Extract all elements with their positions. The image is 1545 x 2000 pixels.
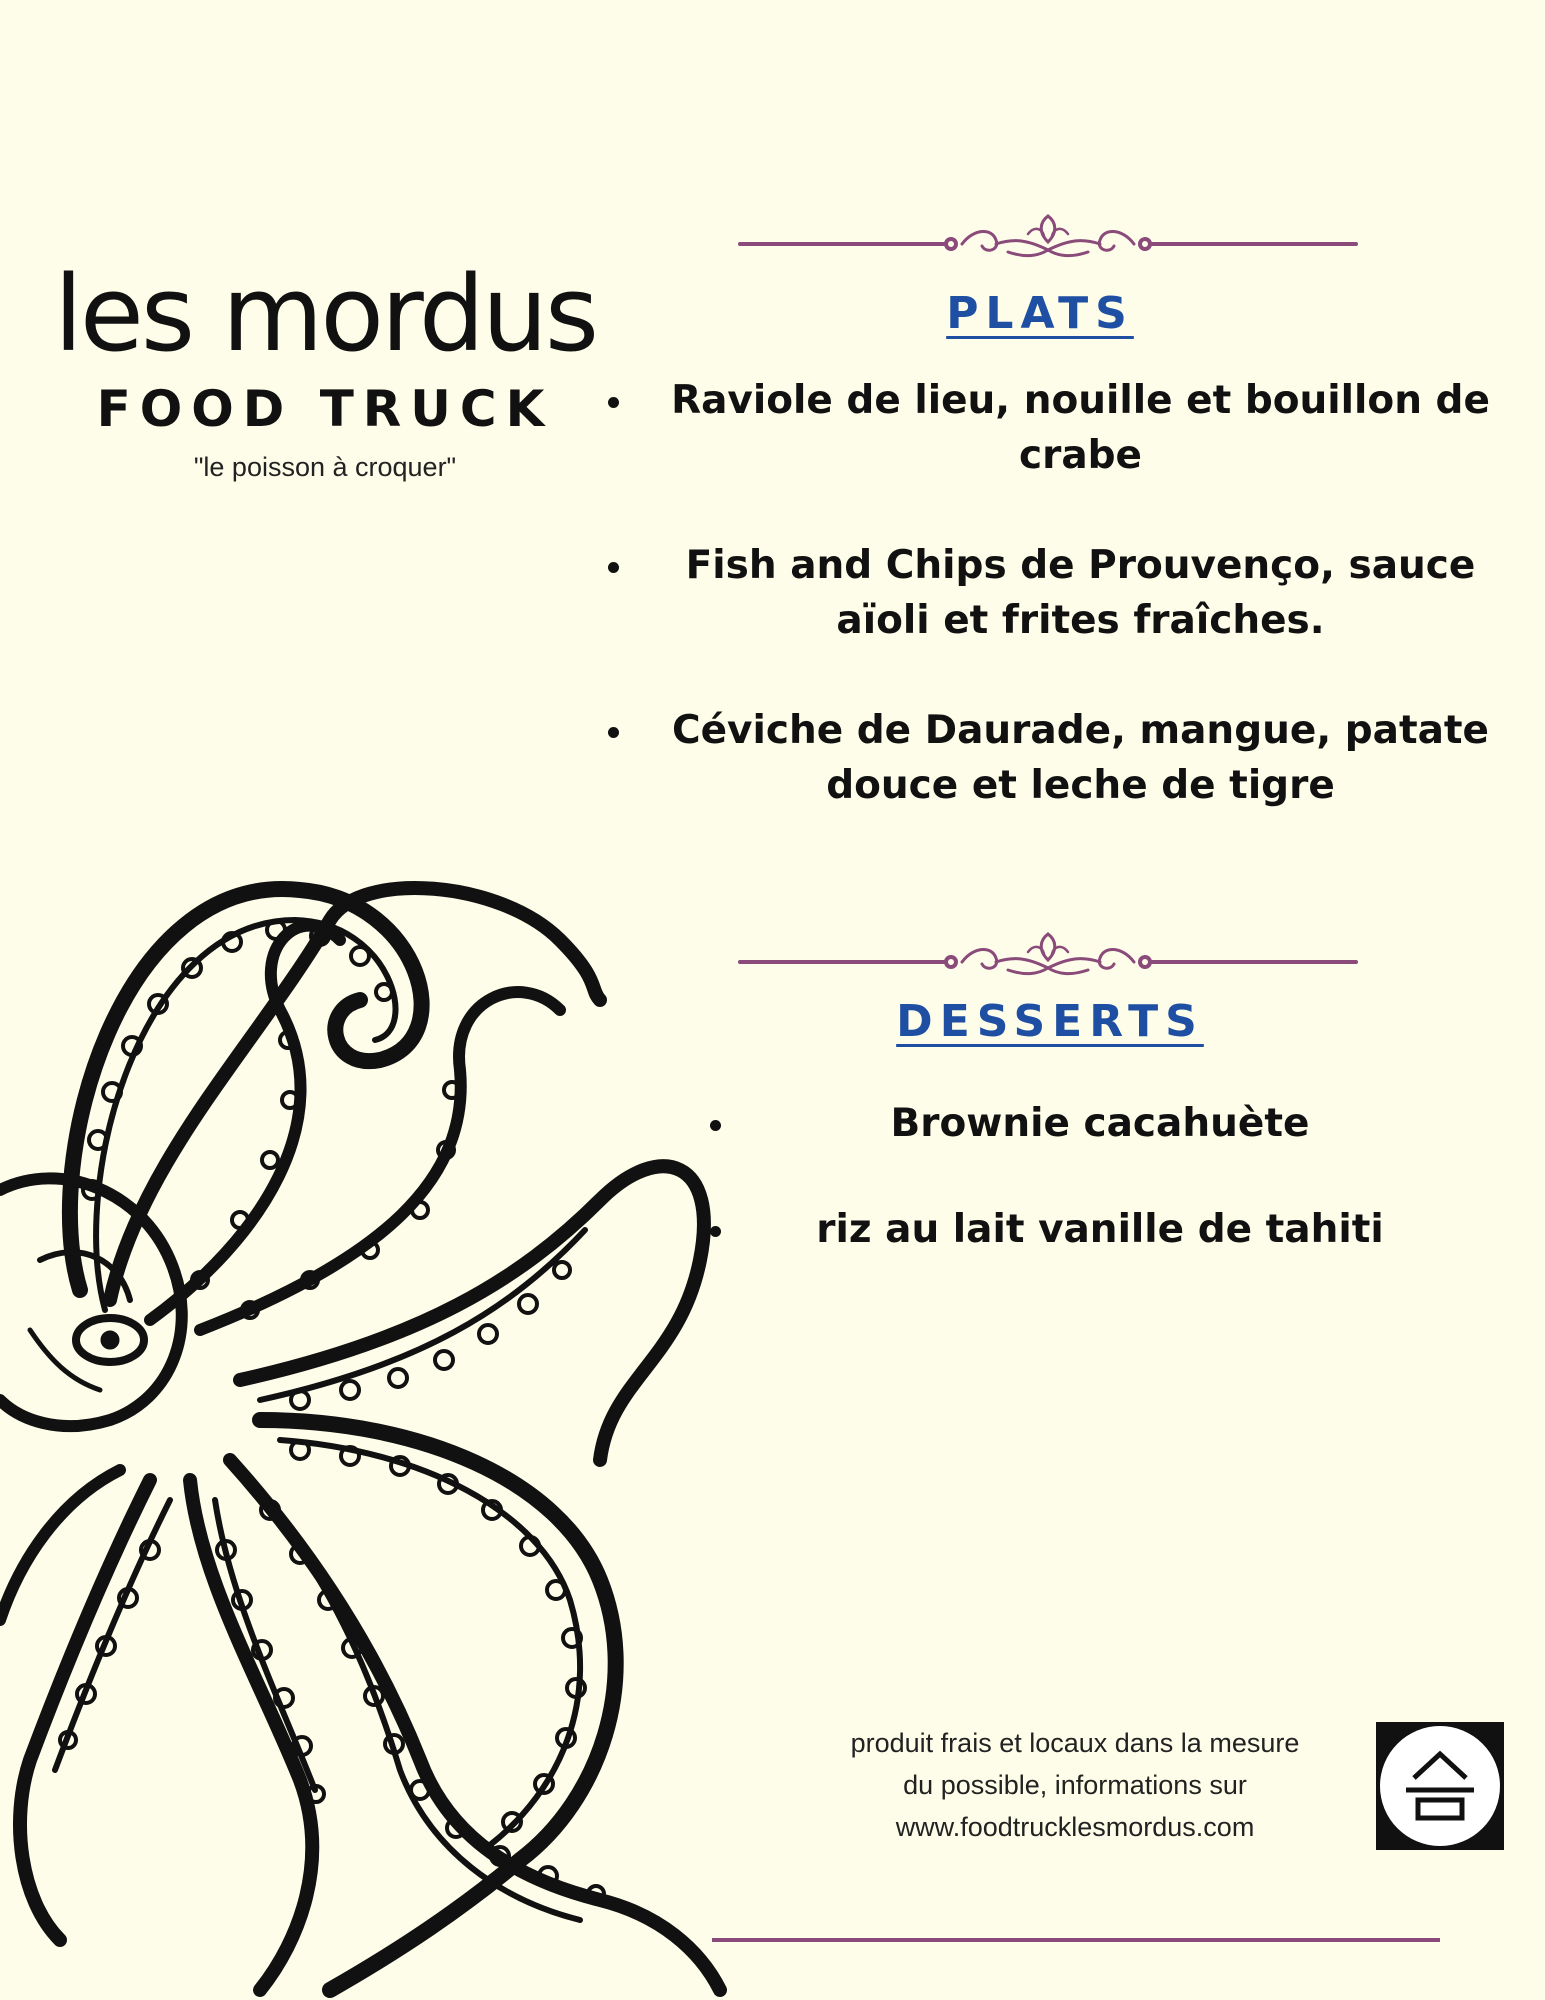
list-item — [710, 1096, 1450, 1151]
menu-item-text: Fish and Chips de Prouvenço, sauce aïoli et frites fraîches. — [685, 543, 1476, 643]
brand-name: les mordus — [53, 253, 597, 375]
footer-line-2: du possible, informations sur — [903, 1770, 1247, 1800]
menu-item-text: Brownie cacahuète — [890, 1101, 1310, 1146]
menu-item-text: Céviche de Daurade, mangue, patate douce et leche de tigre — [671, 708, 1490, 808]
list-item — [710, 1202, 1450, 1257]
list-item — [608, 373, 1508, 483]
brand-subtitle: FOOD TRUCK — [96, 380, 554, 438]
menu-item-text: Raviole de lieu, nouille et bouillon de crabe — [671, 378, 1490, 478]
bullet-icon — [608, 397, 619, 408]
footer-note — [800, 1722, 1350, 1848]
section-title-desserts: DESSERTS — [896, 996, 1204, 1047]
plats-list — [608, 373, 1508, 868]
bullet-icon — [608, 727, 619, 738]
section-title-plats: PLATS — [946, 288, 1134, 339]
flourish-divider-icon — [738, 930, 1358, 990]
brand-block — [40, 253, 610, 483]
brand-tagline: "le poisson à croquer" — [193, 452, 457, 482]
menu-item-text: riz au lait vanille de tahiti — [816, 1207, 1384, 1252]
list-item — [608, 538, 1508, 648]
octopus-illustration — [0, 860, 760, 2000]
flourish-divider-icon — [738, 212, 1358, 272]
list-item — [608, 703, 1508, 813]
bullet-icon — [608, 562, 619, 573]
footer-line-1: produit frais et locaux dans la mesure — [850, 1728, 1300, 1758]
bottom-divider — [712, 1938, 1440, 1942]
house-logo-icon — [1376, 1722, 1504, 1850]
footer-website: www.foodtrucklesmordus.com — [895, 1812, 1255, 1842]
desserts-list — [710, 1096, 1450, 1308]
